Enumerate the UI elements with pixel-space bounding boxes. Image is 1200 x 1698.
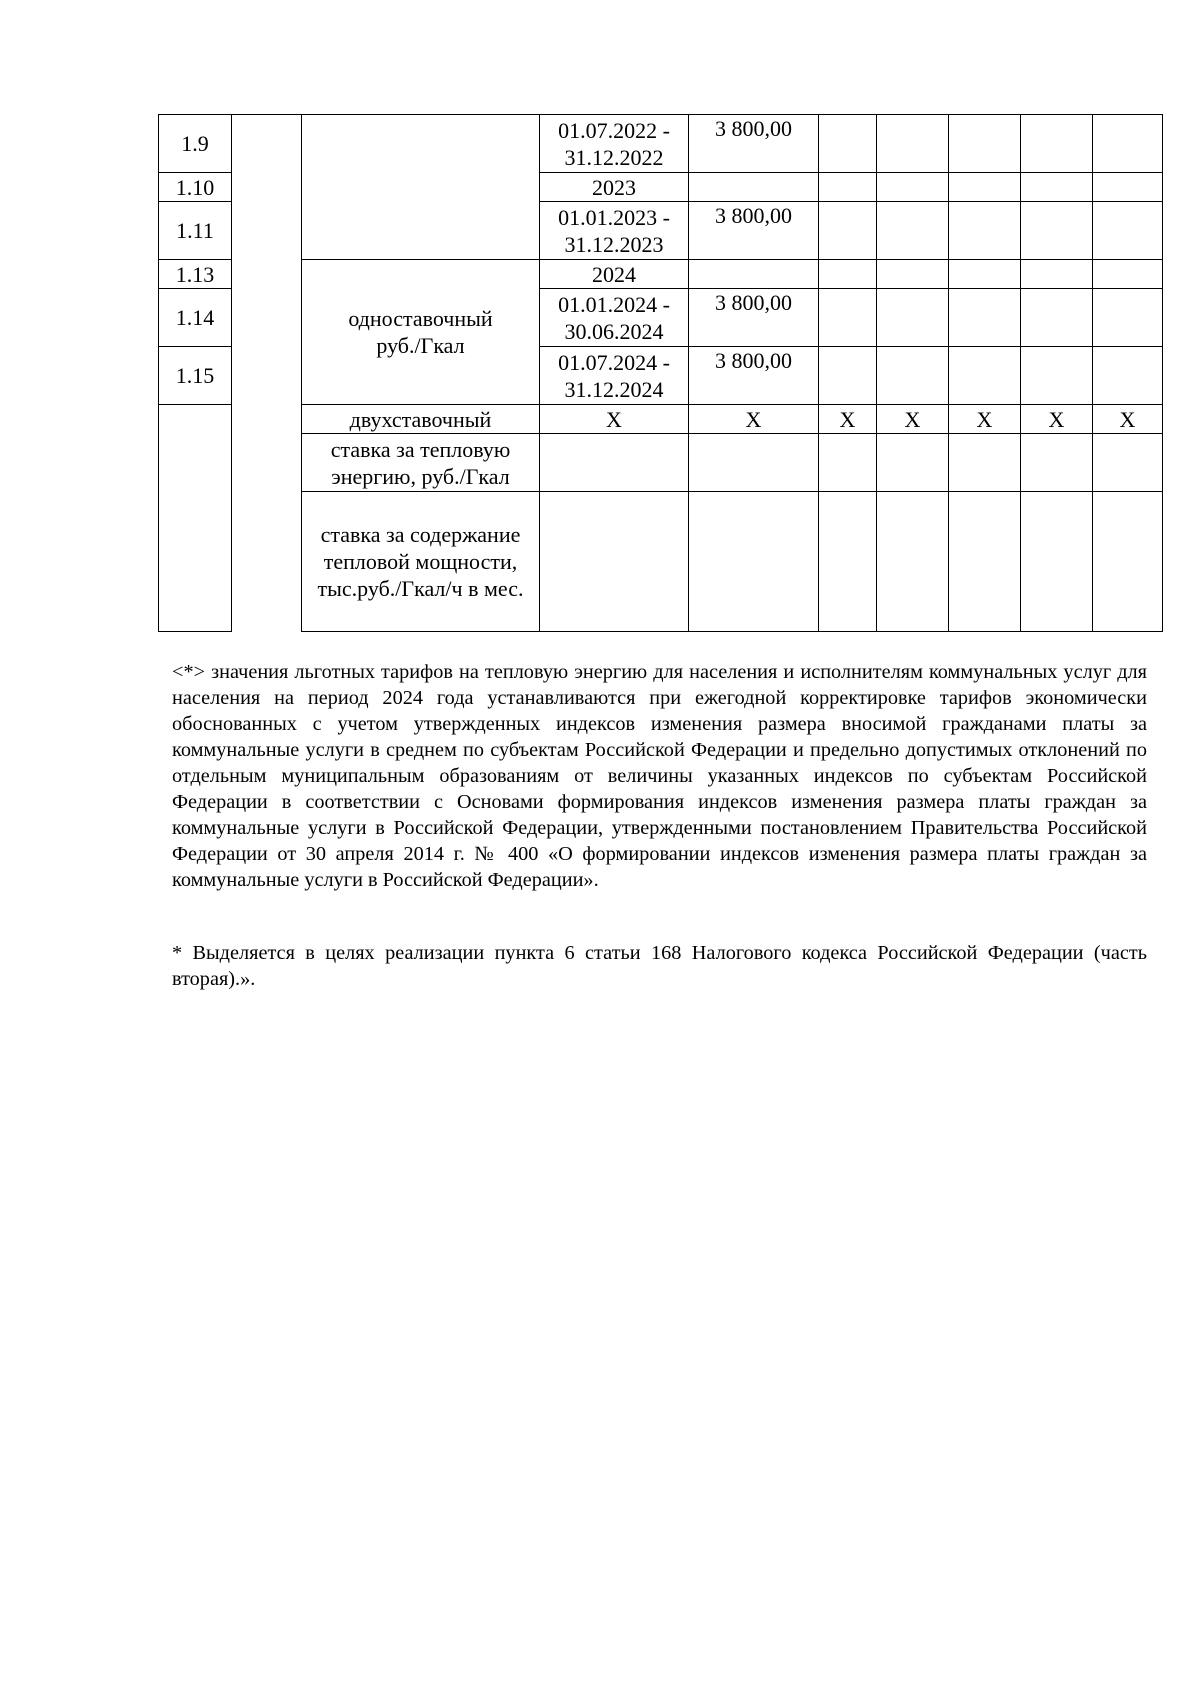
footnote-vat: * Выделяется в целях реализации пункта 6 статьи 168 Налогового кодекса Российской Федерации (часть вторая).». bbox=[172, 942, 1147, 990]
row-number: 1.11 bbox=[159, 202, 232, 260]
empty-cell bbox=[949, 115, 1021, 173]
empty-cell bbox=[949, 289, 1021, 347]
empty-cell bbox=[1093, 289, 1163, 347]
row-number: 1.15 bbox=[159, 347, 232, 405]
period-cell: 01.01.2023 - 31.12.2023 bbox=[540, 202, 689, 260]
tariff-value: 3 800,00 bbox=[689, 289, 819, 347]
empty-cell bbox=[689, 492, 819, 632]
empty-cell bbox=[159, 405, 232, 632]
empty-cell bbox=[949, 173, 1021, 202]
empty-cell bbox=[1021, 202, 1093, 260]
empty-cell bbox=[949, 202, 1021, 260]
table-row bbox=[159, 260, 1163, 289]
empty-cell bbox=[819, 173, 877, 202]
empty-cell bbox=[1021, 347, 1093, 405]
period-cell: 01.07.2024 - 31.12.2024 bbox=[540, 347, 689, 405]
empty-cell bbox=[819, 202, 877, 260]
tariff-table bbox=[158, 114, 1163, 632]
period-cell: 2023 bbox=[540, 173, 689, 202]
empty-cell bbox=[819, 115, 877, 173]
empty-cell bbox=[877, 434, 949, 492]
empty-cell bbox=[1093, 347, 1163, 405]
empty-cell bbox=[819, 347, 877, 405]
row-number: 1.10 bbox=[159, 173, 232, 202]
empty-cell bbox=[1021, 492, 1093, 632]
x-mark: X bbox=[689, 405, 819, 434]
period-cell: 01.07.2022 - 31.12.2022 bbox=[540, 115, 689, 173]
empty-column-cell bbox=[232, 115, 302, 632]
empty-cell bbox=[540, 492, 689, 632]
empty-cell bbox=[819, 492, 877, 632]
footnote-preferential-tariffs: <*> значения льготных тарифов на тепловую энергию для населения и исполнителям коммунальных услуг для населения на период 2024 года устанавливаются при ежегодной корректировке тарифов экономически обоснованных с учетом утвержденных индексов изменения размера вносимой гражданами платы за коммунальные услуги в среднем по субъектам Российской Федерации и предельно допустимых отклонений по отдельным муниципальным образованиям от величины указанных индексов по субъектам Российской Федерации в соответствии с Основами формирования индексов изменения размера платы граждан за коммунальные услуги в Российской Федерации, утвержденными постановлением Правительства Российской Федерации от 30 апреля 2014 г. № 400 «О формировании индексов изменения размера платы граждан за коммунальные услуги в Российской Федерации». bbox=[172, 661, 1147, 891]
empty-cell bbox=[540, 434, 689, 492]
empty-cell bbox=[689, 434, 819, 492]
empty-cell bbox=[819, 434, 877, 492]
empty-cell bbox=[1021, 115, 1093, 173]
tariff-value: 3 800,00 bbox=[689, 202, 819, 260]
empty-cell bbox=[877, 260, 949, 289]
tariff-value: 3 800,00 bbox=[689, 347, 819, 405]
tariff-value bbox=[689, 173, 819, 202]
one-rate-label: одноставочный руб./Гкал bbox=[302, 260, 540, 405]
tariff-value bbox=[689, 260, 819, 289]
empty-cell bbox=[1021, 173, 1093, 202]
empty-cell bbox=[1093, 260, 1163, 289]
empty-cell bbox=[877, 202, 949, 260]
x-mark: X bbox=[877, 405, 949, 434]
empty-cell bbox=[949, 260, 1021, 289]
x-mark: X bbox=[540, 405, 689, 434]
row-number: 1.14 bbox=[159, 289, 232, 347]
empty-cell bbox=[949, 434, 1021, 492]
empty-cell bbox=[1093, 492, 1163, 632]
empty-cell bbox=[877, 115, 949, 173]
heat-energy-rate-label: ставка за тепловую энергию, руб./Гкал bbox=[302, 434, 540, 492]
two-rate-label: двухставочный bbox=[302, 405, 540, 434]
row-number: 1.13 bbox=[159, 260, 232, 289]
empty-cell bbox=[1021, 260, 1093, 289]
empty-cell bbox=[877, 173, 949, 202]
empty-cell bbox=[877, 492, 949, 632]
empty-cell bbox=[1093, 202, 1163, 260]
x-mark: X bbox=[1093, 405, 1163, 434]
empty-cell bbox=[302, 115, 540, 260]
empty-cell bbox=[1093, 173, 1163, 202]
capacity-rate-label: ставка за содержание тепловой мощности, тыс.руб./Гкал/ч в мес. bbox=[302, 492, 540, 632]
table-row bbox=[159, 434, 1163, 492]
empty-cell bbox=[819, 260, 877, 289]
table-row bbox=[159, 115, 1163, 173]
tariff-value: 3 800,00 bbox=[689, 115, 819, 173]
period-cell: 01.01.2024 - 30.06.2024 bbox=[540, 289, 689, 347]
table-row bbox=[159, 492, 1163, 632]
x-mark: X bbox=[819, 405, 877, 434]
empty-cell bbox=[877, 347, 949, 405]
table-row bbox=[159, 405, 1163, 434]
empty-cell bbox=[819, 289, 877, 347]
empty-cell bbox=[1093, 115, 1163, 173]
empty-cell bbox=[1021, 289, 1093, 347]
empty-cell bbox=[1093, 434, 1163, 492]
period-cell: 2024 bbox=[540, 260, 689, 289]
x-mark: X bbox=[1021, 405, 1093, 434]
empty-cell bbox=[949, 347, 1021, 405]
row-number: 1.9 bbox=[159, 115, 232, 173]
empty-cell bbox=[1021, 434, 1093, 492]
empty-cell bbox=[877, 289, 949, 347]
empty-cell bbox=[949, 492, 1021, 632]
x-mark: X bbox=[949, 405, 1021, 434]
